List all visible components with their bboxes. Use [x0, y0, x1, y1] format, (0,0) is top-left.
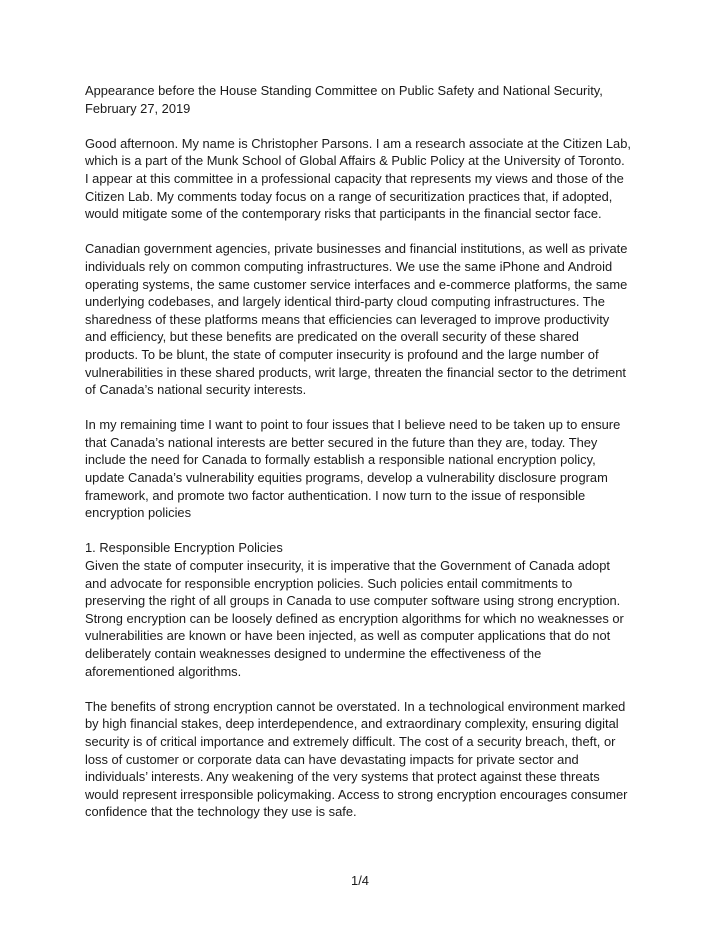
text-line: encryption policies [85, 505, 192, 521]
text-line: update Canada’s vulnerability equities programs, develop a vulnerability disclosure program [85, 470, 608, 486]
text-line: products. To be blunt, the state of computer insecurity is profound and the large number of [85, 346, 599, 362]
text-line: The benefits of strong encryption cannot be overstated. In a technological environment marked [85, 698, 626, 714]
text-line: which is a part of the Munk School of Global Affairs & Public Policy at the University of Toronto. [85, 153, 625, 169]
document-page [85, 82, 645, 821]
text-line: deliberately contain weaknesses designed to undermine the effectiveness of the [85, 646, 542, 661]
paragraph [85, 82, 645, 117]
paragraph-spacer [85, 399, 645, 417]
text-line: confidence that the technology they use is safe. [85, 804, 357, 820]
text-line: Appearance before the House Standing Committee on Public Safety and National Security, [85, 83, 603, 98]
paragraph [85, 539, 645, 680]
paragraph [85, 416, 645, 522]
text-line: vulnerabilities in these shared products, writ large, threaten the financial sector to the detriment [85, 364, 626, 380]
text-line: February 27, 2019 [85, 100, 191, 116]
paragraph-spacer [85, 680, 645, 698]
text-line: Canadian government agencies, private businesses and financial institutions, as well as private [85, 241, 628, 257]
text-line: Strong encryption can be loosely defined as encryption algorithms for which no weaknesses or [85, 610, 624, 626]
text-line: preserving the right of all groups in Canada to use computer software using strong encryption. [85, 593, 621, 609]
text-line: aforementioned algorithms. [85, 663, 242, 679]
text-line: that Canada’s national interests are better secured in the future than they are, today. They [85, 434, 598, 450]
text-line: individuals’ interests. Any weakening of the very systems that protect against these threats [85, 769, 600, 785]
text-line: of Canada’s national security interests. [85, 382, 307, 398]
paragraph [85, 135, 645, 223]
text-line: 1. Responsible Encryption Policies [85, 540, 283, 556]
text-line: by high financial stakes, deep interdependence, and extraordinary complexity, ensuring digital [85, 716, 619, 732]
paragraph [85, 240, 645, 398]
text-line: would represent irresponsible policymaking. Access to strong encryption encourages consumer [85, 786, 628, 802]
text-line: underlying codebases, and largely identical third-party cloud computing infrastructures. The [85, 294, 605, 310]
text-line: sharedness of these platforms means that efficiencies can leveraged to improve productivity [85, 311, 610, 327]
text-line: individuals rely on common computing infrastructures. We use the same iPhone and Android [85, 258, 613, 274]
text-line: I appear at this committee in a professional capacity that represents my views and those of the [85, 170, 624, 186]
text-line: include the need for Canada to formally establish a responsible national encryption policy, [85, 452, 596, 468]
text-line: security is of critical importance and extremely difficult. The cost of a security breach, theft, or [85, 733, 616, 749]
text-line: Citizen Lab. My comments today focus on a range of securitization practices that, if adopted, [85, 188, 613, 204]
paragraph [85, 698, 645, 821]
text-line: operating systems, the same customer service interfaces and e-commerce platforms, the same [85, 276, 628, 292]
paragraph-spacer [85, 117, 645, 135]
paragraph-spacer [85, 223, 645, 241]
text-line: vulnerabilities are known or have been injected, as well as computer applications that do not [85, 628, 611, 644]
text-line: and efficiency, but these benefits are predicated on the overall security of these shared [85, 329, 579, 345]
text-line: and advocate for responsible encryption policies. Such policies entail commitments to [85, 575, 573, 591]
text-line: Good afternoon. My name is Christopher Parsons. I am a research associate at the Citizen Lab, [85, 135, 631, 151]
text-line: Given the state of computer insecurity, it is imperative that the Government of Canada adopt [85, 558, 610, 574]
page-number: 1/4 [351, 873, 369, 888]
text-line: would mitigate some of the contemporary risks that participants in the financial sector face. [85, 206, 602, 222]
text-line: framework, and promote two factor authentication. I now turn to the issue of responsible [85, 487, 586, 503]
document-body [85, 82, 645, 821]
text-line: loss of customer or corporate data can have devastating impacts for private sector and [85, 751, 579, 767]
text-line: In my remaining time I want to point to four issues that I believe need to be taken up to ensure [85, 417, 621, 433]
paragraph-spacer [85, 522, 645, 540]
